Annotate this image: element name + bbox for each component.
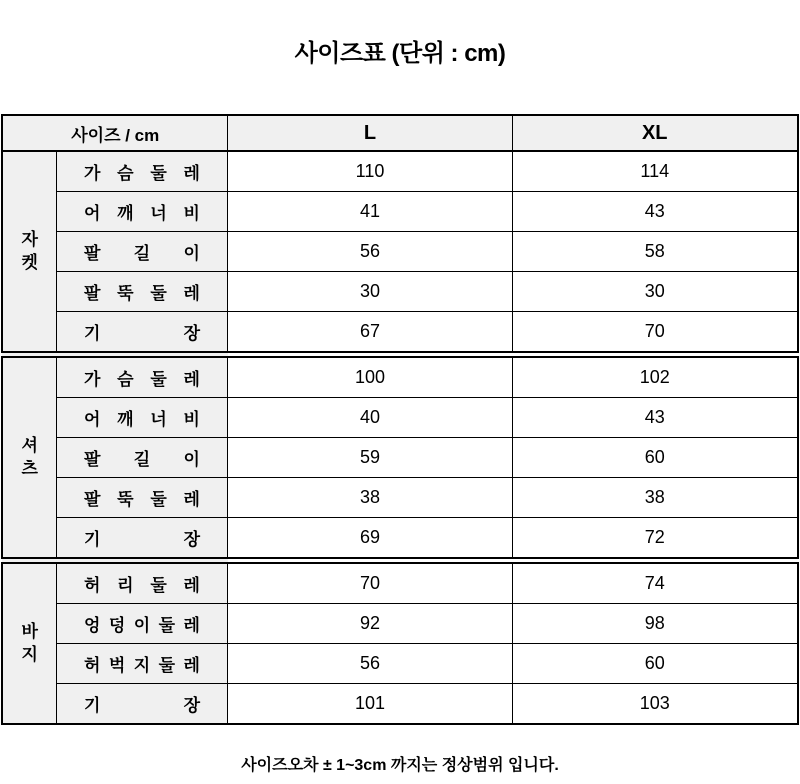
section-shirt xyxy=(2,355,797,561)
table-row xyxy=(2,561,797,604)
table-row xyxy=(2,398,797,438)
value-l: 41 xyxy=(228,192,513,232)
measurement-cell xyxy=(56,644,227,684)
value-l: 30 xyxy=(228,272,513,312)
value-xl: 60 xyxy=(513,438,798,478)
measurement-label: 어 깨 너 비 xyxy=(83,204,200,223)
value-l: 38 xyxy=(228,478,513,518)
value-xl: 114 xyxy=(513,151,798,192)
measurement-cell xyxy=(56,232,227,272)
measurement-label: 팔 길 이 xyxy=(83,244,200,263)
measurement-label: 어 깨 너 비 xyxy=(83,410,200,429)
value-l: 40 xyxy=(228,398,513,438)
value-l: 56 xyxy=(228,232,513,272)
measurement-label: 팔 뚝 둘 레 xyxy=(83,284,200,303)
measurement-label: 가 슴 둘 레 xyxy=(83,370,200,389)
value-xl: 103 xyxy=(513,684,798,725)
value-xl: 98 xyxy=(513,604,798,644)
category-cell-jacket xyxy=(2,151,56,355)
measurement-cell xyxy=(56,478,227,518)
measurement-cell xyxy=(56,561,227,604)
measurement-cell xyxy=(56,438,227,478)
table-header xyxy=(2,115,797,151)
measurement-cell xyxy=(56,684,227,725)
header-size-cm: 사이즈 / cm xyxy=(2,115,227,151)
category-cell-shirt xyxy=(2,355,56,561)
value-l: 100 xyxy=(228,355,513,398)
measurement-label: 허 리 둘 레 xyxy=(83,576,200,595)
size-table xyxy=(1,114,798,725)
page-title: 사이즈표 (단위 : cm) xyxy=(294,40,506,67)
measurement-cell xyxy=(56,272,227,312)
measurement-cell xyxy=(56,355,227,398)
category-cell-pants xyxy=(2,561,56,725)
table-row xyxy=(2,604,797,644)
value-l: 67 xyxy=(228,312,513,355)
measurement-label: 팔 뚝 둘 레 xyxy=(83,490,200,509)
value-l: 101 xyxy=(228,684,513,725)
measurement-cell xyxy=(56,398,227,438)
table-row xyxy=(2,272,797,312)
category-label: 자 켓 xyxy=(21,229,38,272)
measurement-label: 팔 길 이 xyxy=(83,450,200,469)
value-l: 56 xyxy=(228,644,513,684)
measurement-label: 기 장 xyxy=(83,696,200,715)
section-jacket xyxy=(2,151,797,355)
header-row xyxy=(2,115,797,151)
header-col-l: L xyxy=(228,115,513,151)
measurement-cell xyxy=(56,151,227,192)
value-xl: 60 xyxy=(513,644,798,684)
value-xl: 102 xyxy=(513,355,798,398)
value-l: 69 xyxy=(228,518,513,561)
category-label: 바 지 xyxy=(21,621,38,664)
table-row xyxy=(2,478,797,518)
table-row xyxy=(2,438,797,478)
table-row xyxy=(2,644,797,684)
value-xl: 58 xyxy=(513,232,798,272)
footer-note: 사이즈오차 ± 1~3cm 까지는 정상범위 입니다. xyxy=(241,757,559,774)
table-row xyxy=(2,684,797,725)
table-row xyxy=(2,518,797,561)
value-l: 110 xyxy=(228,151,513,192)
value-xl: 72 xyxy=(513,518,798,561)
measurement-label: 기 장 xyxy=(83,324,200,343)
value-l: 92 xyxy=(228,604,513,644)
value-xl: 70 xyxy=(513,312,798,355)
header-col-xl: XL xyxy=(513,115,798,151)
value-l: 59 xyxy=(228,438,513,478)
measurement-cell xyxy=(56,192,227,232)
value-xl: 30 xyxy=(513,272,798,312)
measurement-label: 엉 덩 이 둘 레 xyxy=(83,616,200,635)
value-xl: 43 xyxy=(513,398,798,438)
table-row xyxy=(2,232,797,272)
value-xl: 43 xyxy=(513,192,798,232)
table-row xyxy=(2,355,797,398)
measurement-cell xyxy=(56,518,227,561)
table-row xyxy=(2,151,797,192)
section-pants xyxy=(2,561,797,725)
measurement-label: 가 슴 둘 레 xyxy=(83,164,200,183)
category-label: 셔 츠 xyxy=(21,435,38,478)
measurement-label: 허 벅 지 둘 레 xyxy=(83,656,200,675)
value-xl: 38 xyxy=(513,478,798,518)
value-l: 70 xyxy=(228,561,513,604)
table-row xyxy=(2,312,797,355)
table-row xyxy=(2,192,797,232)
measurement-cell xyxy=(56,312,227,355)
measurement-label: 기 장 xyxy=(83,530,200,549)
measurement-cell xyxy=(56,604,227,644)
value-xl: 74 xyxy=(513,561,798,604)
